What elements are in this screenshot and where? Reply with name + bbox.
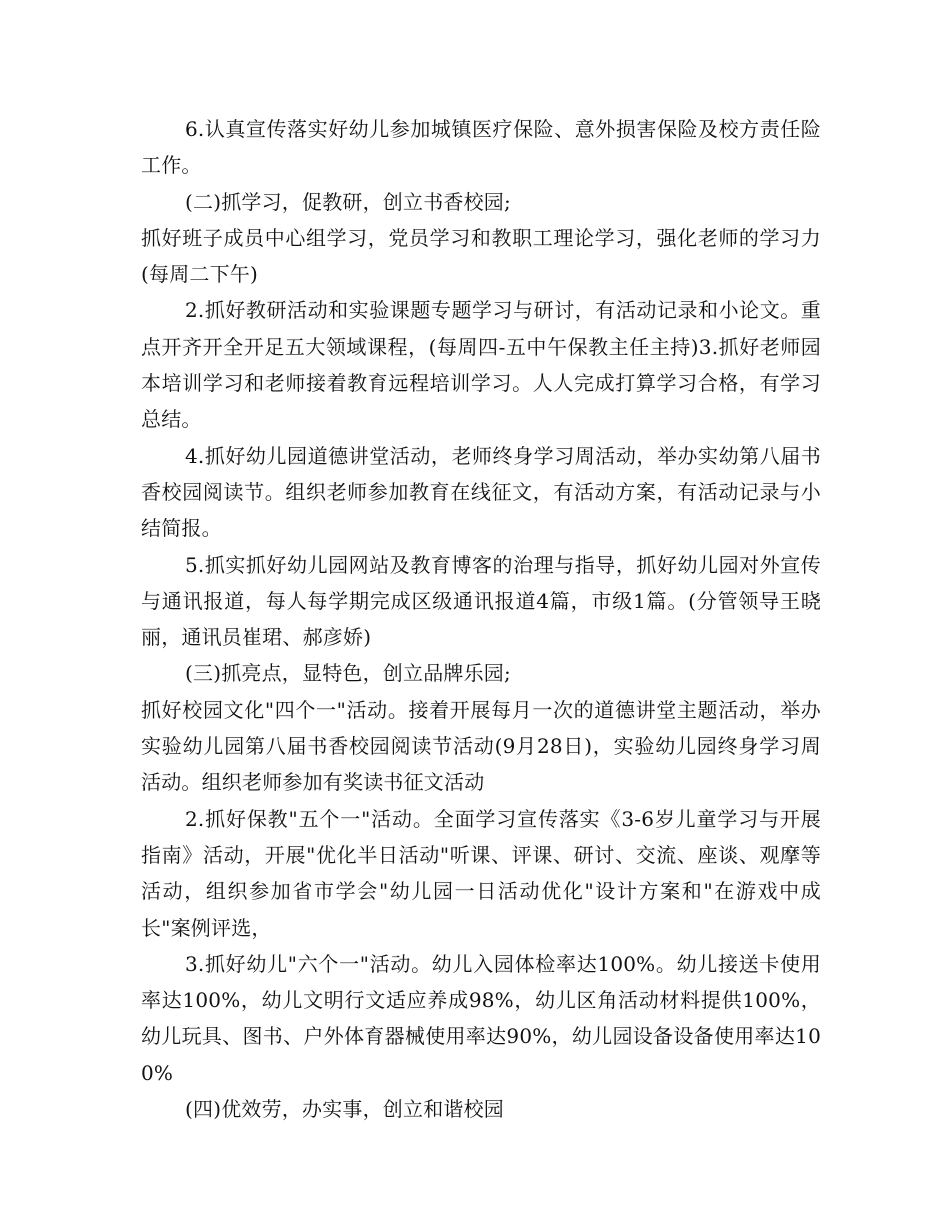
document-body xyxy=(141,111,821,1127)
section-heading-study: (二)抓学习，促教研，创立书香校园; xyxy=(185,189,511,214)
paragraph-study-group: 抓好班子成员中心组学习，党员学习和教职工理论学习，强化老师的学习力(每周二下午) xyxy=(141,225,821,287)
paragraph-five-ones: 2.抓好保教"五个一"活动。全面学习宣传落实《3-6岁儿童学习与开展指南》活动，开展"优化半日活动"听课、评课、研讨、交流、座谈、观摩等活动，组织参加省市学会"幼儿园一日活动优化"设计方案和"在游戏中成长"案例评选， xyxy=(141,806,821,940)
paragraph-six-ones: 3.抓好幼儿"六个一"活动。幼儿入园体检率达100%。幼儿接送卡使用率达100%，幼儿文明行文适应养成98%，幼儿区角活动材料提供100%，幼儿玩具、图书、户外体育器械使用率达90%，幼儿园设备设备使用率达100% xyxy=(141,951,821,1085)
section-heading-brand: (三)抓亮点，显特色，创立品牌乐园; xyxy=(185,661,511,686)
paragraph-insurance: 6.认真宣传落实好幼儿参加城镇医疗保险、意外损害保险及校方责任险工作。 xyxy=(141,117,821,178)
paragraph-research: 2.抓好教研活动和实验课题专题学习与研讨，有活动记录和小论文。重点开齐开全开足五大领域课程，(每周四-五中午保教主任主持)3.抓好老师园本培训学习和老师接着教育远程培训学习。人人完成打算学习合格，有学习总结。 xyxy=(141,298,821,432)
paragraph-website: 5.抓实抓好幼儿园网站及教育博客的治理与指导，抓好幼儿园对外宣传与通讯报道，每人每学期完成区级通讯报道4篇，市级1篇。(分管领导王晓丽，通讯员崔珺、郝彦娇) xyxy=(141,552,821,650)
paragraph-moral-lecture: 4.抓好幼儿园道德讲堂活动，老师终身学习周活动，举办实幼第八届书香校园阅读节。组织老师参加教育在线征文，有活动方案，有活动记录与小结简报。 xyxy=(141,443,821,541)
section-heading-service: (四)优效劳，办实事，创立和谐校园 xyxy=(185,1097,505,1122)
paragraph-campus-culture: 抓好校园文化"四个一"活动。接着开展每月一次的道德讲堂主题活动，举办实验幼儿园第八届书香校园阅读节活动(9月28日)，实验幼儿园终身学习周活动。组织老师参加有奖读书征文活动 xyxy=(141,697,821,795)
